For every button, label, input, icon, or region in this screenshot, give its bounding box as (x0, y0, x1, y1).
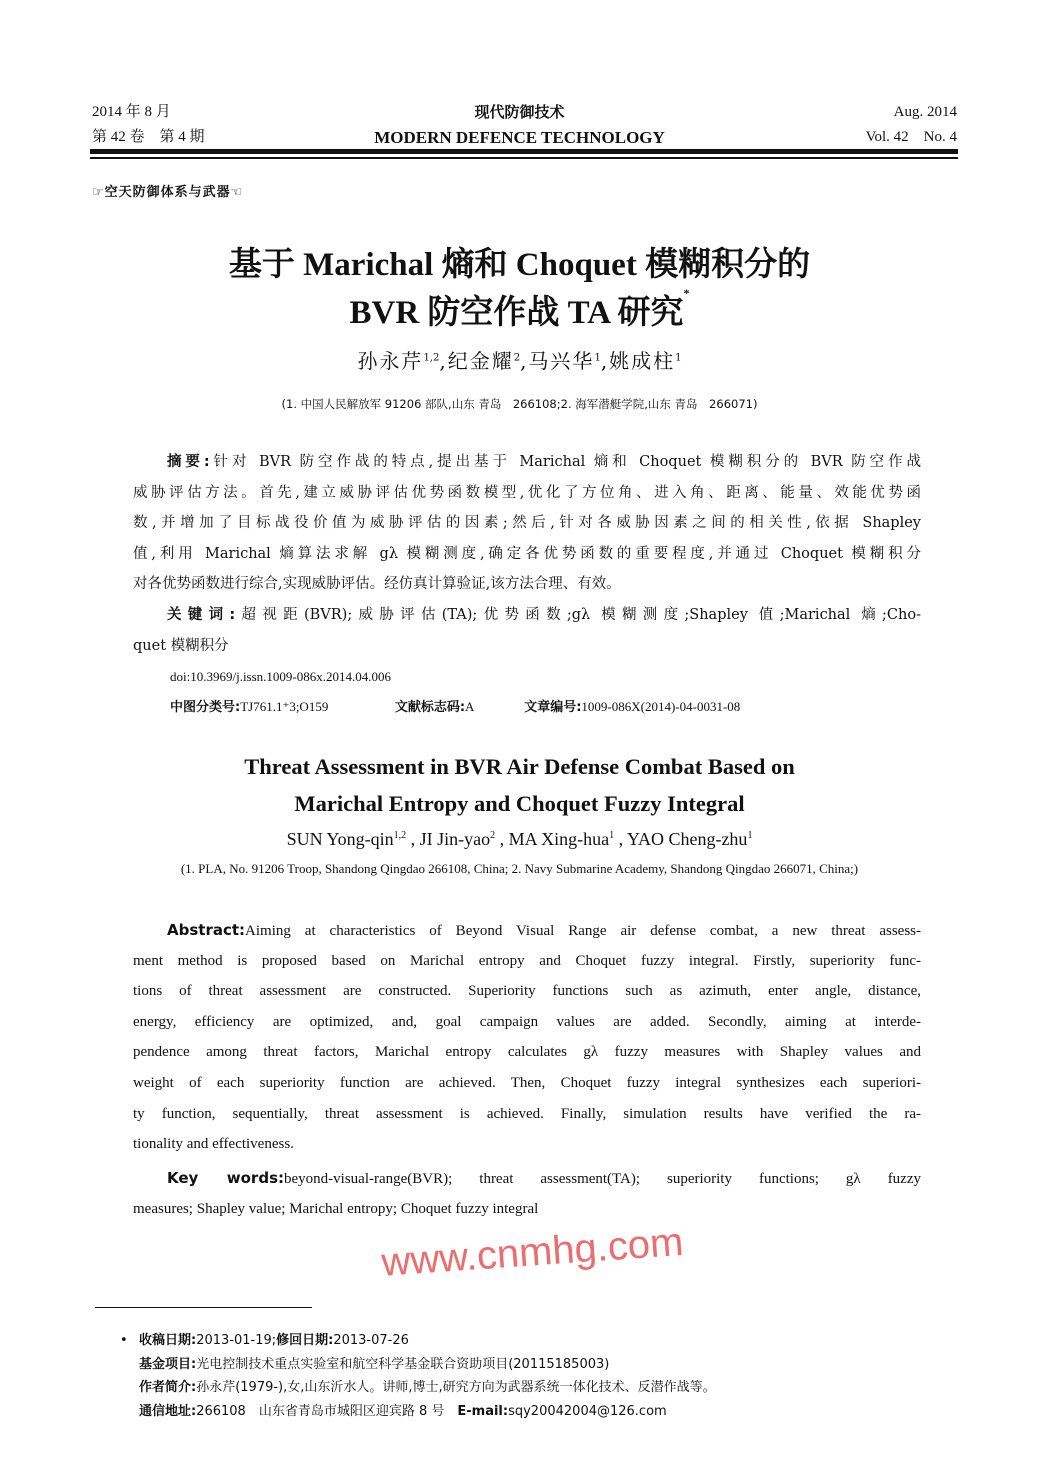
abstract-en-text: tions of threat assessment are constructed. Superiority functions such as azimuth, enter angle, distance, (133, 983, 921, 1000)
abstract-en-text: ty function, sequentially, threat assessment is achieved. Finally, simulation results have verified the ra- (133, 1105, 921, 1122)
title-en-line2: Marichal Entropy and Choquet Fuzzy Integral (294, 791, 745, 816)
title-cn-line2-text: BVR 防空作战 TA 研究 (349, 295, 684, 331)
author-affil-sup: 1 (675, 352, 682, 364)
author-name: 纪金耀 (447, 349, 514, 373)
abstract-en-label: Abstract: (167, 921, 246, 939)
abstract-en-line (133, 1068, 921, 1099)
issue-date-en: Aug. 2014 (893, 104, 957, 120)
abstract-cn-text: 针对 BVR 防空作战的特点,提出基于 Marichal 熵和 Choquet 模糊积分的 BVR 防空作战 (209, 454, 921, 470)
header-rule-thick (90, 149, 958, 154)
journal-name-en: MODERN DEFENCE TECHNOLOGY (374, 128, 665, 147)
clc-value: TJ761.1⁺3;O159 (240, 699, 329, 714)
title-en-line1: Threat Assessment in BVR Air Defense Combat Based on (244, 754, 795, 779)
article-no-label: 文章编号: (524, 700, 582, 715)
volume-en: Vol. 42 No. 4 (865, 129, 957, 145)
abstract-cn-line (133, 508, 921, 539)
keywords-cn-line (133, 600, 921, 631)
author-name: 孙永芹 (357, 349, 424, 373)
keywords-cn-label: 关键词: (167, 607, 236, 623)
abstract-en-text: Aiming at characteristics of Beyond Visual Range air defense combat, a new threat assess- (245, 923, 921, 939)
revised-label: 修回日期: (276, 1333, 334, 1348)
abstract-en-line (133, 1099, 921, 1130)
affiliation-en: (1. PLA, No. 91206 Troop, Shandong Qingdao 266108, China; 2. Navy Submarine Academy, Shandong Qingdao 266071, China;) (180, 861, 859, 876)
title-cn-line2 (0, 286, 1039, 333)
author-separator: , (614, 829, 627, 849)
keywords-en-text: measures; Shapley value; Marichal entropy; Choquet fuzzy integral (133, 1200, 539, 1217)
author-name: 姚成柱 (609, 349, 676, 373)
footnote-author (117, 1376, 716, 1400)
author-name: 马兴华 (528, 349, 595, 373)
journal-name (300, 100, 739, 150)
author-affil-sup: 1 (609, 830, 615, 841)
authors-en (0, 829, 1039, 850)
author-affil-sup: 2 (490, 830, 496, 841)
author-separator: , (600, 349, 610, 373)
doc-code-value: A (465, 699, 474, 714)
keywords-en-line (133, 1163, 921, 1194)
author-affil-sup: 1 (594, 352, 601, 364)
abstract-cn-text: 威胁评估方法。首先,建立威胁评估优势函数模型,优化了方位角、进入角、距离、能量、效能优势函 (133, 484, 921, 501)
abstract-cn-line (133, 478, 921, 509)
article-no-value: 1009-086X(2014)-04-0031-08 (581, 699, 741, 714)
received-value: 2013-01-19; (196, 1333, 277, 1348)
abstract-cn-label: 摘要: (167, 454, 210, 470)
footnote-dates (117, 1329, 716, 1353)
abstract-cn-text: 对各优势函数进行综合,实现威胁评估。经仿真计算验证,该方法合理、有效。 (133, 576, 621, 593)
email-label: E-mail: (457, 1403, 509, 1419)
abstract-en-text: tionality and effectiveness. (133, 1136, 294, 1153)
title-cn-line1: 基于 Marichal 熵和 Choquet 模糊积分的 (228, 247, 811, 283)
watermark: www.cnmhg.com (380, 1219, 685, 1285)
journal-name-cn: 现代防御技术 (474, 103, 565, 121)
abstract-cn-line (133, 569, 921, 600)
author-name: JI Jin-yao (419, 829, 491, 849)
footnotes (117, 1329, 716, 1423)
keywords-cn (133, 600, 921, 661)
abstract-cn-text: 值,利用 Marichal 熵算法求解 gλ 模糊测度,确定各优势函数的重要程度,并通过 Choquet 模糊积分 (133, 545, 921, 562)
affiliation-cn: (1. 中国人民解放军 91206 部队,山东 青岛 266108;2. 海军潜艇学院,山东 青岛 266071) (281, 397, 758, 411)
abstract-en (133, 915, 921, 1160)
abstract-en-text: pendence among threat factors, Marichal entropy calculates gλ fuzzy measures with Shapley values and (133, 1044, 921, 1061)
address-value: 266108 山东省青岛市城阳区迎宾路 8 号 (196, 1403, 458, 1419)
author-separator: , (406, 829, 420, 849)
author-name: YAO Cheng-zhu (626, 829, 748, 849)
author-affil-sup: 1,2 (423, 352, 440, 364)
keywords-en-label: Key words: (167, 1169, 284, 1187)
author-separator: , (439, 349, 448, 373)
author-separator: , (495, 829, 509, 849)
fund-value: 光电控制技术重点实验室和航空科学基金联合资助项目(20115185003) (196, 1356, 610, 1372)
abstract-en-line (133, 1037, 921, 1068)
keywords-en (133, 1163, 921, 1224)
classification-row (170, 692, 930, 724)
fund-label: 基金项目: (139, 1356, 197, 1372)
doc-code-label: 文献标志码: (394, 700, 466, 715)
email-value: sqy20042004@126.com (508, 1403, 667, 1419)
header-right (866, 100, 957, 150)
keywords-cn-text: quet 模糊积分 (133, 637, 229, 654)
keywords-cn-text: 超视距(BVR);威胁评估(TA);优势函数;gλ 模糊测度;Shapley 值;Marichal 熵;Cho- (235, 607, 921, 623)
abstract-en-line (133, 976, 921, 1007)
address-label: 通信地址: (139, 1403, 197, 1419)
author-bio-value: 孙永芹(1979-),女,山东沂水人。讲师,博士,研究方向为武器系统一体化技术、反潜作战等。 (196, 1380, 716, 1395)
keywords-en-line (133, 1194, 921, 1225)
volume-cn: 第 42 卷 第 4 期 (92, 129, 205, 145)
footnote-address (117, 1400, 716, 1424)
issue-date-cn: 2014 年 8 月 (92, 104, 171, 120)
abstract-en-line (133, 1007, 921, 1038)
keywords-cn-line (133, 631, 921, 662)
abstract-cn (133, 447, 921, 600)
author-name: MA Xing-hua (508, 829, 610, 849)
authors-cn (0, 345, 1039, 374)
abstract-cn-text: 数,并增加了目标战役价值为威胁评估的因素;然后,针对各威胁因素之间的相关性,依据 Shapley (133, 515, 921, 532)
abstract-cn-line (133, 447, 921, 478)
abstract-en-line (133, 915, 921, 946)
author-affil-sup: 2 (513, 352, 521, 364)
footnote-fund (117, 1353, 716, 1377)
header-rule-thin (90, 157, 958, 159)
footnote-rule (95, 1307, 312, 1308)
keywords-en-text: beyond-visual-range(BVR); threat assessment(TA); superiority functions; gλ fuzzy (284, 1171, 922, 1187)
revised-value: 2013-07-26 (333, 1333, 409, 1348)
abstract-en-text: energy, efficiency are optimized, and, goal campaign values are added. Secondly, aiming at interde- (133, 1013, 921, 1030)
received-label: 收稿日期: (139, 1333, 197, 1348)
abstract-en-text: ment method is proposed based on Marichal entropy and Choquet fuzzy integral. Firstly, superiority func- (133, 952, 921, 969)
header-left (92, 100, 205, 150)
abstract-cn-line (133, 539, 921, 570)
author-affil-sup: 1,2 (393, 830, 407, 841)
author-affil-sup: 1 (747, 830, 753, 841)
clc-label: 中图分类号: (170, 700, 241, 715)
author-separator: , (520, 349, 529, 373)
author-name: SUN Yong-qin (286, 829, 394, 849)
footnote-bullet: • (120, 1333, 128, 1348)
abstract-en-line (133, 1129, 921, 1160)
abstract-en-line (133, 946, 921, 977)
abstract-en-text: weight of each superiority function are achieved. Then, Choquet fuzzy integral synthesizes each superiori- (133, 1074, 921, 1091)
section-tag: ☞空天防御体系与武器☜ (92, 185, 244, 200)
title-footnote-mark: * (683, 286, 690, 300)
author-bio-label: 作者简介: (139, 1380, 197, 1395)
doi: doi:10.3969/j.issn.1009-086x.2014.04.006 (170, 669, 392, 684)
